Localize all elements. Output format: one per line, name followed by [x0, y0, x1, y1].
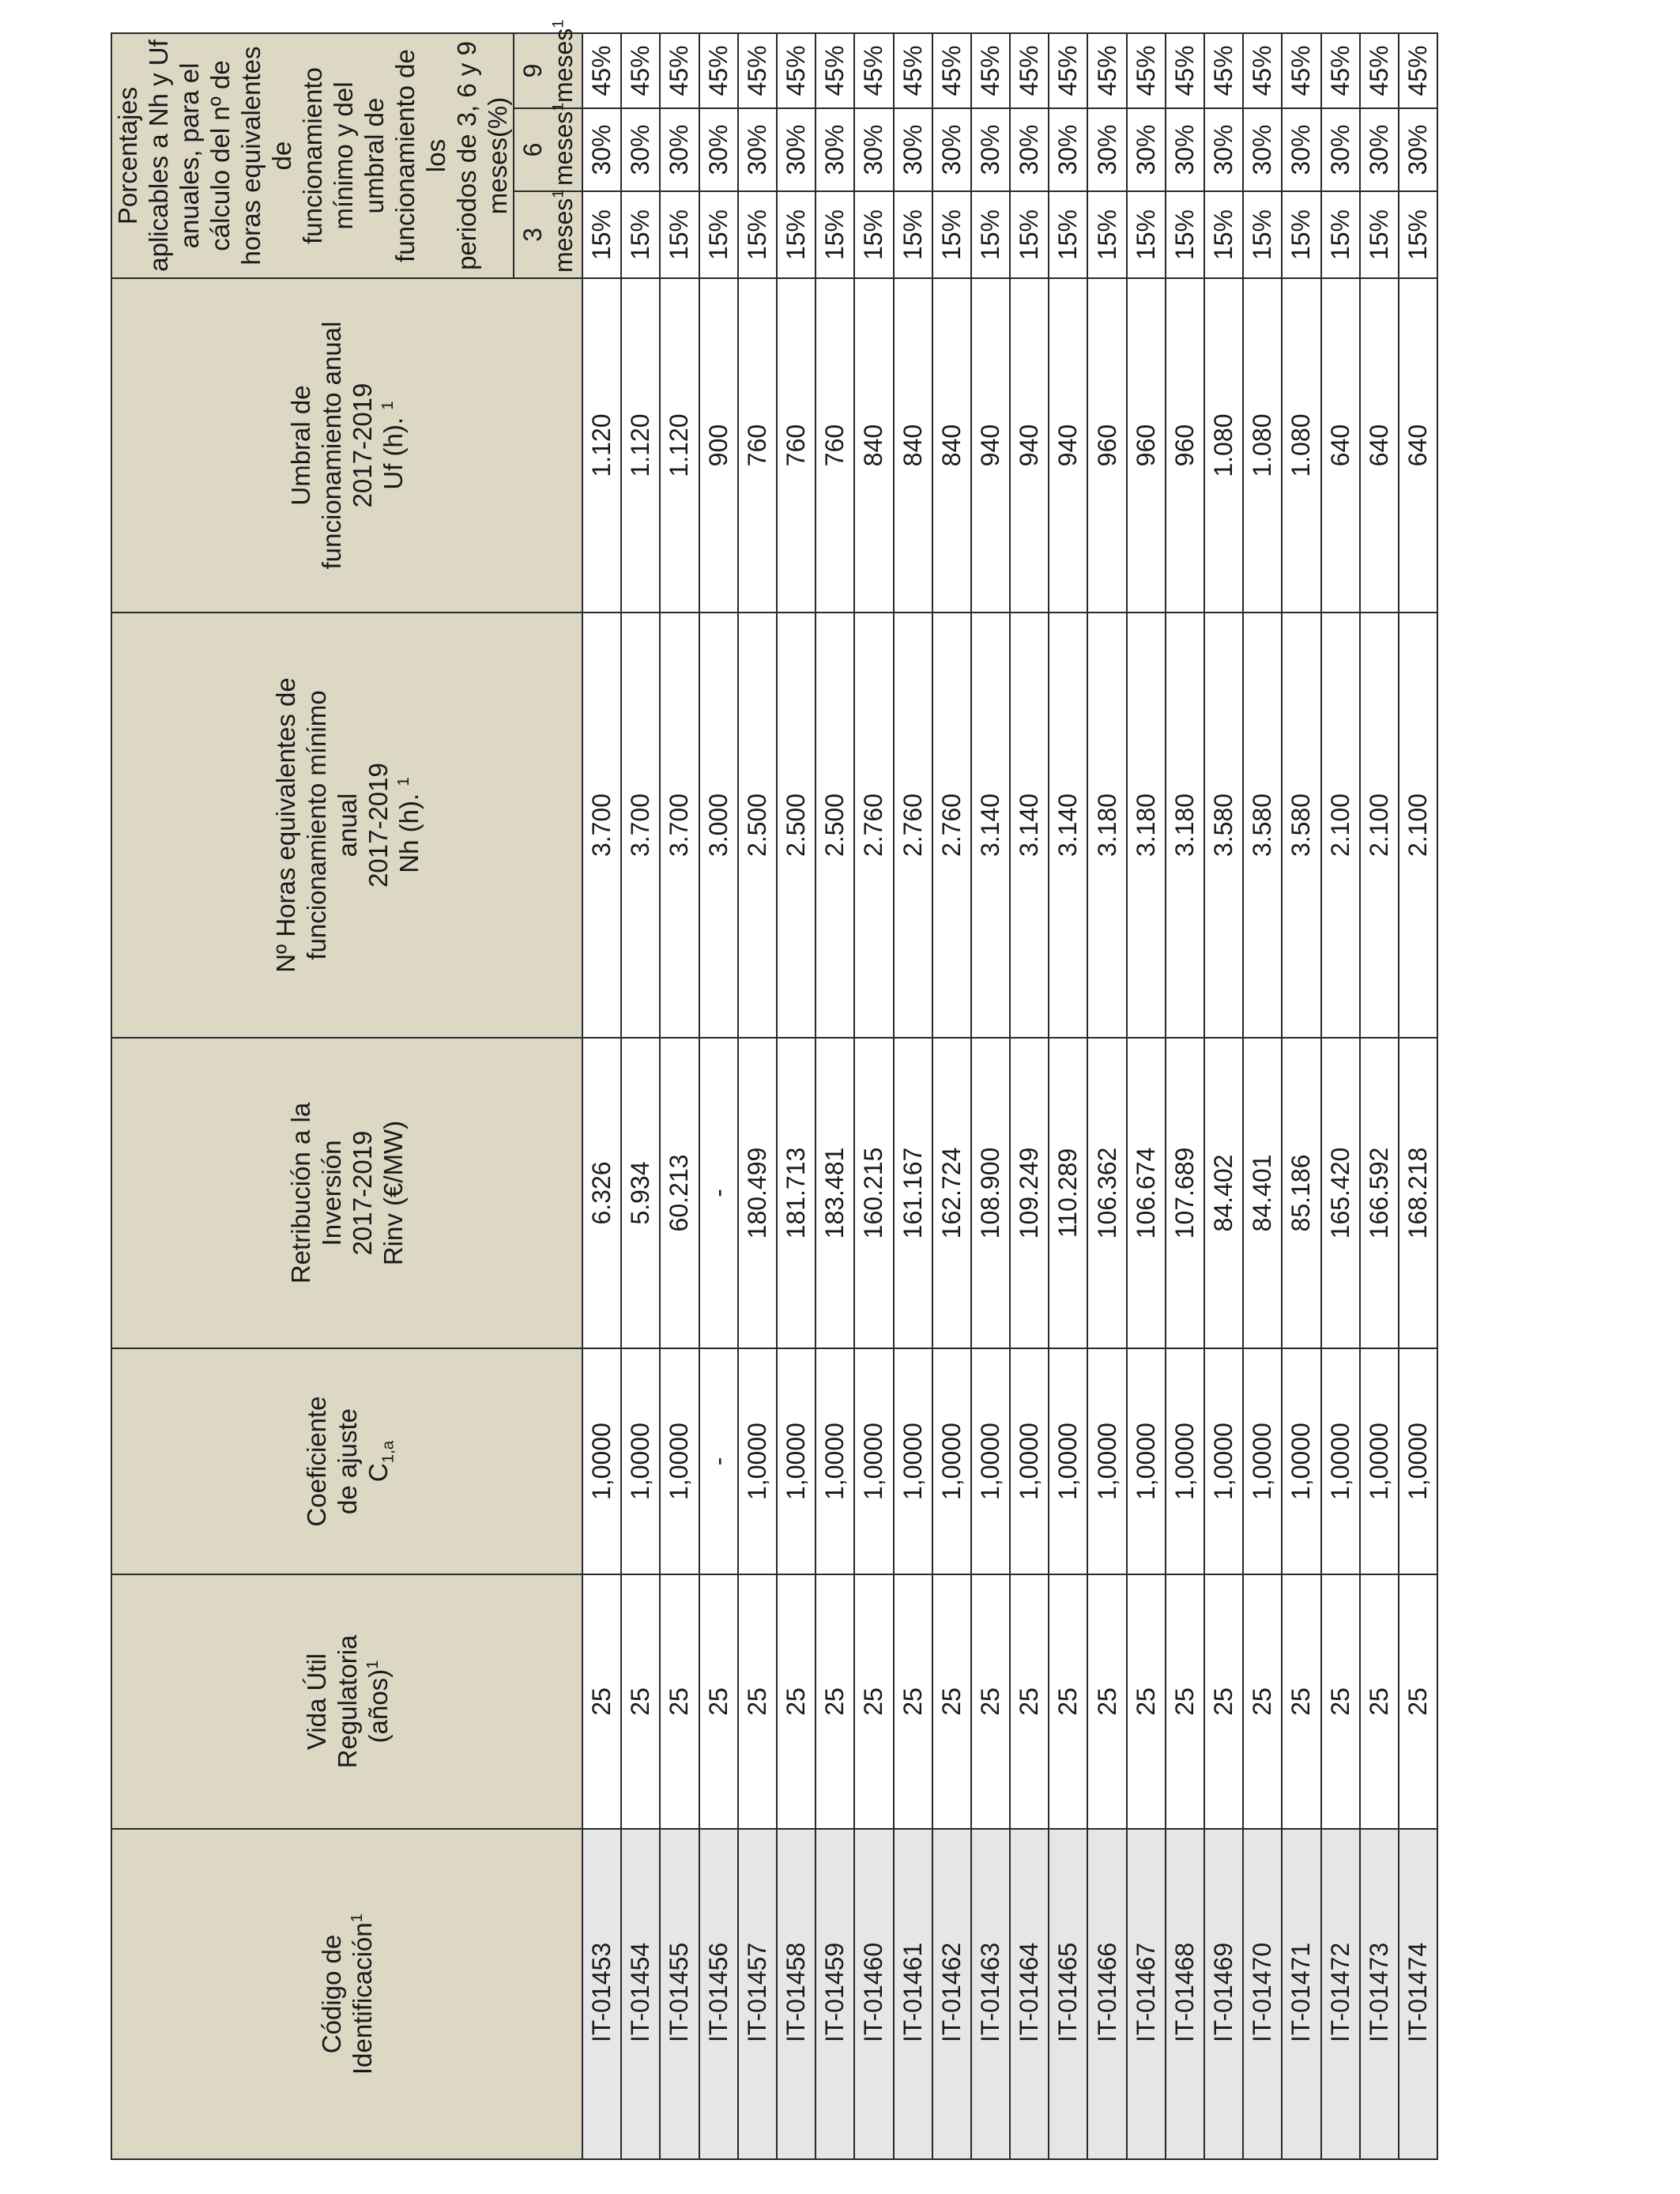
cell-pct-6-meses: 30%	[1010, 108, 1049, 191]
cell-horas: 3.580	[1282, 613, 1320, 1038]
cell-horas: 2.100	[1360, 613, 1399, 1038]
cell-pct-9-meses: 45%	[1321, 33, 1360, 108]
cell-retribucion: 6.326	[582, 1038, 621, 1348]
cell-horas: 3.700	[660, 613, 699, 1038]
cell-umbral: 760	[738, 278, 777, 613]
cell-codigo: IT-01460	[854, 1829, 893, 2159]
cell-umbral: 960	[1166, 278, 1204, 613]
cell-pct-3-meses: 15%	[816, 191, 854, 278]
table-row	[1321, 33, 1360, 2159]
cell-pct-9-meses: 45%	[1399, 33, 1437, 108]
table-row	[1087, 33, 1126, 2159]
cell-codigo: IT-01453	[582, 1829, 621, 2159]
retribution-table	[111, 19, 1438, 2160]
cell-pct-3-meses: 15%	[1204, 191, 1243, 278]
cell-codigo: IT-01471	[1282, 1829, 1320, 2159]
cell-horas: 3.140	[971, 613, 1010, 1038]
cell-codigo: IT-01456	[699, 1829, 738, 2159]
table-row	[1049, 33, 1087, 2159]
cell-codigo: IT-01474	[1399, 1829, 1437, 2159]
cell-horas: 3.180	[1087, 613, 1126, 1038]
cell-pct-3-meses: 15%	[854, 191, 893, 278]
cell-pct-3-meses: 15%	[1321, 191, 1360, 278]
table-row	[1243, 33, 1282, 2159]
cell-pct-9-meses: 45%	[621, 33, 660, 108]
cell-codigo: IT-01473	[1360, 1829, 1399, 2159]
cell-coeficiente: 1,0000	[971, 1348, 1010, 1574]
cell-codigo: IT-01459	[816, 1829, 854, 2159]
table-row	[777, 33, 816, 2159]
cell-codigo: IT-01461	[894, 1829, 932, 2159]
cell-pct-9-meses: 45%	[1049, 33, 1087, 108]
cell-vida-util: 25	[1282, 1574, 1320, 1829]
cell-pct-6-meses: 30%	[1243, 108, 1282, 191]
cell-pct-3-meses: 15%	[894, 191, 932, 278]
cell-pct-6-meses: 30%	[582, 108, 621, 191]
cell-pct-3-meses: 15%	[1049, 191, 1087, 278]
cell-codigo: IT-01467	[1127, 1829, 1166, 2159]
table-row	[582, 33, 621, 2159]
header-retribucion: Retribución a la Inversión 2017-2019 Rinv (€/MW)	[111, 1038, 582, 1348]
cell-vida-util: 25	[816, 1574, 854, 1829]
cell-retribucion: 161.167	[894, 1038, 932, 1348]
cell-vida-util: 25	[777, 1574, 816, 1829]
cell-coeficiente: 1,0000	[660, 1348, 699, 1574]
cell-retribucion: 166.592	[1360, 1038, 1399, 1348]
cell-coeficiente: 1,0000	[1087, 1348, 1126, 1574]
header-3-meses: 3 meses$^1$	[514, 191, 582, 278]
cell-retribucion: 108.900	[971, 1038, 1010, 1348]
cell-pct-9-meses: 45%	[1243, 33, 1282, 108]
cell-pct-3-meses: 15%	[621, 191, 660, 278]
cell-pct-6-meses: 30%	[971, 108, 1010, 191]
cell-umbral: 900	[699, 278, 738, 613]
cell-coeficiente: 1,0000	[1243, 1348, 1282, 1574]
cell-coeficiente: 1,0000	[738, 1348, 777, 1574]
cell-umbral: 760	[777, 278, 816, 613]
cell-horas: 3.000	[699, 613, 738, 1038]
cell-retribucion: 160.215	[854, 1038, 893, 1348]
header-vida-util: Vida Útil Regulatoria (años)$^1$	[111, 1574, 582, 1829]
cell-vida-util: 25	[1321, 1574, 1360, 1829]
cell-retribucion: 181.713	[777, 1038, 816, 1348]
cell-vida-util: 25	[854, 1574, 893, 1829]
cell-coeficiente: -	[699, 1348, 738, 1574]
cell-horas: 2.760	[854, 613, 893, 1038]
header-9-meses: 9 meses$^1$	[514, 33, 582, 108]
cell-coeficiente: 1,0000	[854, 1348, 893, 1574]
cell-retribucion: 60.213	[660, 1038, 699, 1348]
cell-retribucion: 5.934	[621, 1038, 660, 1348]
cell-pct-3-meses: 15%	[1243, 191, 1282, 278]
cell-vida-util: 25	[1243, 1574, 1282, 1829]
cell-umbral: 840	[854, 278, 893, 613]
table-row	[1166, 33, 1204, 2159]
cell-pct-9-meses: 45%	[1360, 33, 1399, 108]
cell-umbral: 640	[1399, 278, 1437, 613]
cell-coeficiente: 1,0000	[1127, 1348, 1166, 1574]
cell-coeficiente: 1,0000	[1166, 1348, 1204, 1574]
cell-pct-6-meses: 30%	[1321, 108, 1360, 191]
cell-horas: 3.700	[621, 613, 660, 1038]
cell-pct-6-meses: 30%	[660, 108, 699, 191]
cell-codigo: IT-01457	[738, 1829, 777, 2159]
cell-umbral: 840	[932, 278, 971, 613]
cell-umbral: 960	[1087, 278, 1126, 613]
cell-codigo: IT-01470	[1243, 1829, 1282, 2159]
cell-retribucion: 106.362	[1087, 1038, 1126, 1348]
cell-horas: 2.760	[932, 613, 971, 1038]
cell-retribucion: 180.499	[738, 1038, 777, 1348]
cell-pct-3-meses: 15%	[777, 191, 816, 278]
cell-codigo: IT-01469	[1204, 1829, 1243, 2159]
cell-coeficiente: 1,0000	[1321, 1348, 1360, 1574]
cell-retribucion: 109.249	[1010, 1038, 1049, 1348]
cell-pct-3-meses: 15%	[1127, 191, 1166, 278]
cell-pct-3-meses: 15%	[582, 191, 621, 278]
cell-pct-6-meses: 30%	[1087, 108, 1126, 191]
cell-retribucion: 183.481	[816, 1038, 854, 1348]
cell-pct-6-meses: 30%	[1166, 108, 1204, 191]
cell-umbral: 1.120	[582, 278, 621, 613]
cell-horas: 3.180	[1166, 613, 1204, 1038]
cell-codigo: IT-01464	[1010, 1829, 1049, 2159]
cell-vida-util: 25	[1087, 1574, 1126, 1829]
cell-retribucion: 85.186	[1282, 1038, 1320, 1348]
cell-pct-9-meses: 45%	[854, 33, 893, 108]
cell-pct-9-meses: 45%	[738, 33, 777, 108]
cell-pct-3-meses: 15%	[1282, 191, 1320, 278]
table-row	[894, 33, 932, 2159]
cell-coeficiente: 1,0000	[1360, 1348, 1399, 1574]
cell-umbral: 840	[894, 278, 932, 613]
cell-umbral: 1.120	[660, 278, 699, 613]
cell-coeficiente: 1,0000	[894, 1348, 932, 1574]
cell-retribucion: 110.289	[1049, 1038, 1087, 1348]
cell-pct-9-meses: 45%	[932, 33, 971, 108]
cell-pct-6-meses: 30%	[699, 108, 738, 191]
cell-retribucion: 106.674	[1127, 1038, 1166, 1348]
cell-umbral: 1.080	[1204, 278, 1243, 613]
cell-retribucion: 165.420	[1321, 1038, 1360, 1348]
cell-pct-9-meses: 45%	[816, 33, 854, 108]
cell-vida-util: 25	[621, 1574, 660, 1829]
cell-retribucion: 162.724	[932, 1038, 971, 1348]
table-row	[1360, 33, 1399, 2159]
cell-vida-util: 25	[699, 1574, 738, 1829]
cell-codigo: IT-01466	[1087, 1829, 1126, 2159]
cell-coeficiente: 1,0000	[1282, 1348, 1320, 1574]
cell-pct-6-meses: 30%	[621, 108, 660, 191]
cell-horas: 2.500	[816, 613, 854, 1038]
table-row	[1010, 33, 1049, 2159]
cell-codigo: IT-01455	[660, 1829, 699, 2159]
cell-pct-9-meses: 45%	[1166, 33, 1204, 108]
cell-pct-6-meses: 30%	[1204, 108, 1243, 191]
cell-horas: 2.100	[1321, 613, 1360, 1038]
cell-pct-6-meses: 30%	[777, 108, 816, 191]
table-row	[932, 33, 971, 2159]
cell-codigo: IT-01462	[932, 1829, 971, 2159]
table-row	[816, 33, 854, 2159]
cell-vida-util: 25	[582, 1574, 621, 1829]
cell-retribucion: 84.402	[1204, 1038, 1243, 1348]
cell-codigo: IT-01472	[1321, 1829, 1360, 2159]
cell-vida-util: 25	[738, 1574, 777, 1829]
table-row	[738, 33, 777, 2159]
cell-pct-3-meses: 15%	[738, 191, 777, 278]
cell-horas: 3.140	[1010, 613, 1049, 1038]
cell-umbral: 1.120	[621, 278, 660, 613]
cell-umbral: 1.080	[1243, 278, 1282, 613]
header-6-meses: 6 meses$^1$	[514, 108, 582, 191]
cell-pct-9-meses: 45%	[1010, 33, 1049, 108]
cell-codigo: IT-01468	[1166, 1829, 1204, 2159]
cell-retribucion: 107.689	[1166, 1038, 1204, 1348]
header-coeficiente: Coeficiente de ajuste $C_{1,a}$	[111, 1348, 582, 1574]
cell-pct-9-meses: 45%	[1204, 33, 1243, 108]
cell-retribucion: 168.218	[1399, 1038, 1437, 1348]
cell-pct-3-meses: 15%	[1166, 191, 1204, 278]
cell-pct-3-meses: 15%	[1360, 191, 1399, 278]
cell-coeficiente: 1,0000	[932, 1348, 971, 1574]
cell-coeficiente: 1,0000	[777, 1348, 816, 1574]
cell-coeficiente: 1,0000	[621, 1348, 660, 1574]
cell-pct-3-meses: 15%	[1010, 191, 1049, 278]
cell-pct-9-meses: 45%	[1282, 33, 1320, 108]
cell-pct-6-meses: 30%	[1127, 108, 1166, 191]
table-row	[1127, 33, 1166, 2159]
cell-pct-6-meses: 30%	[816, 108, 854, 191]
cell-horas: 2.100	[1399, 613, 1437, 1038]
cell-umbral: 960	[1127, 278, 1166, 613]
cell-umbral: 640	[1321, 278, 1360, 613]
header-codigo: Código de Identificación$^1$	[111, 1829, 582, 2159]
table-row	[971, 33, 1010, 2159]
header-row-main	[111, 33, 514, 2159]
cell-coeficiente: 1,0000	[816, 1348, 854, 1574]
cell-pct-9-meses: 45%	[971, 33, 1010, 108]
cell-pct-9-meses: 45%	[582, 33, 621, 108]
cell-coeficiente: 1,0000	[582, 1348, 621, 1574]
cell-vida-util: 25	[1399, 1574, 1437, 1829]
cell-pct-6-meses: 30%	[1360, 108, 1399, 191]
cell-horas: 2.500	[738, 613, 777, 1038]
table-body	[582, 33, 1437, 2159]
cell-pct-9-meses: 45%	[660, 33, 699, 108]
cell-vida-util: 25	[971, 1574, 1010, 1829]
header-porcentajes: Porcentajes aplicables a Nh y Uf anuales, para el cálculo del nº de horas equivalentes de funcionamiento mínimo y del umbral de funcionamiento de los periodos de 3, 6 y 9 meses(%)	[111, 33, 514, 278]
cell-vida-util: 25	[1010, 1574, 1049, 1829]
cell-codigo: IT-01458	[777, 1829, 816, 2159]
table-row	[699, 33, 738, 2159]
cell-codigo: IT-01454	[621, 1829, 660, 2159]
cell-pct-3-meses: 15%	[932, 191, 971, 278]
cell-umbral: 760	[816, 278, 854, 613]
cell-pct-6-meses: 30%	[894, 108, 932, 191]
cell-coeficiente: 1,0000	[1399, 1348, 1437, 1574]
cell-pct-9-meses: 45%	[777, 33, 816, 108]
cell-pct-3-meses: 15%	[1399, 191, 1437, 278]
cell-pct-6-meses: 30%	[1049, 108, 1087, 191]
cell-pct-6-meses: 30%	[932, 108, 971, 191]
cell-vida-util: 25	[1127, 1574, 1166, 1829]
cell-umbral: 940	[971, 278, 1010, 613]
cell-retribucion: -	[699, 1038, 738, 1348]
cell-pct-3-meses: 15%	[971, 191, 1010, 278]
cell-pct-9-meses: 45%	[1127, 33, 1166, 108]
cell-horas: 2.760	[894, 613, 932, 1038]
cell-vida-util: 25	[932, 1574, 971, 1829]
cell-pct-6-meses: 30%	[1399, 108, 1437, 191]
cell-codigo: IT-01465	[1049, 1829, 1087, 2159]
cell-horas: 3.180	[1127, 613, 1166, 1038]
table-row	[1204, 33, 1243, 2159]
cell-vida-util: 25	[1204, 1574, 1243, 1829]
cell-horas: 3.580	[1243, 613, 1282, 1038]
cell-umbral: 1.080	[1282, 278, 1320, 613]
table-row	[1399, 33, 1437, 2159]
cell-umbral: 640	[1360, 278, 1399, 613]
cell-coeficiente: 1,0000	[1204, 1348, 1243, 1574]
cell-horas: 3.140	[1049, 613, 1087, 1038]
cell-horas: 2.500	[777, 613, 816, 1038]
header-umbral: Umbral de funcionamiento anual 2017-2019 Uf (h). $^1$	[111, 278, 582, 613]
table-row	[621, 33, 660, 2159]
cell-pct-9-meses: 45%	[894, 33, 932, 108]
table-row	[660, 33, 699, 2159]
cell-vida-util: 25	[894, 1574, 932, 1829]
cell-coeficiente: 1,0000	[1049, 1348, 1087, 1574]
cell-coeficiente: 1,0000	[1010, 1348, 1049, 1574]
rotated-table-container	[111, 19, 1433, 2160]
cell-horas: 3.580	[1204, 613, 1243, 1038]
cell-pct-6-meses: 30%	[738, 108, 777, 191]
cell-codigo: IT-01463	[971, 1829, 1010, 2159]
cell-umbral: 940	[1049, 278, 1087, 613]
cell-pct-6-meses: 30%	[854, 108, 893, 191]
cell-pct-3-meses: 15%	[660, 191, 699, 278]
cell-vida-util: 25	[1049, 1574, 1087, 1829]
cell-vida-util: 25	[1360, 1574, 1399, 1829]
cell-pct-9-meses: 45%	[1087, 33, 1126, 108]
cell-pct-3-meses: 15%	[699, 191, 738, 278]
header-horas-equivalentes: Nº Horas equivalentes de funcionamiento mínimo anual 2017-2019 Nh (h). $^1$	[111, 613, 582, 1038]
cell-vida-util: 25	[1166, 1574, 1204, 1829]
cell-pct-3-meses: 15%	[1087, 191, 1126, 278]
cell-vida-util: 25	[660, 1574, 699, 1829]
table-row	[1282, 33, 1320, 2159]
cell-umbral: 940	[1010, 278, 1049, 613]
table-row	[854, 33, 893, 2159]
cell-pct-9-meses: 45%	[699, 33, 738, 108]
cell-retribucion: 84.401	[1243, 1038, 1282, 1348]
cell-horas: 3.700	[582, 613, 621, 1038]
cell-pct-6-meses: 30%	[1282, 108, 1320, 191]
